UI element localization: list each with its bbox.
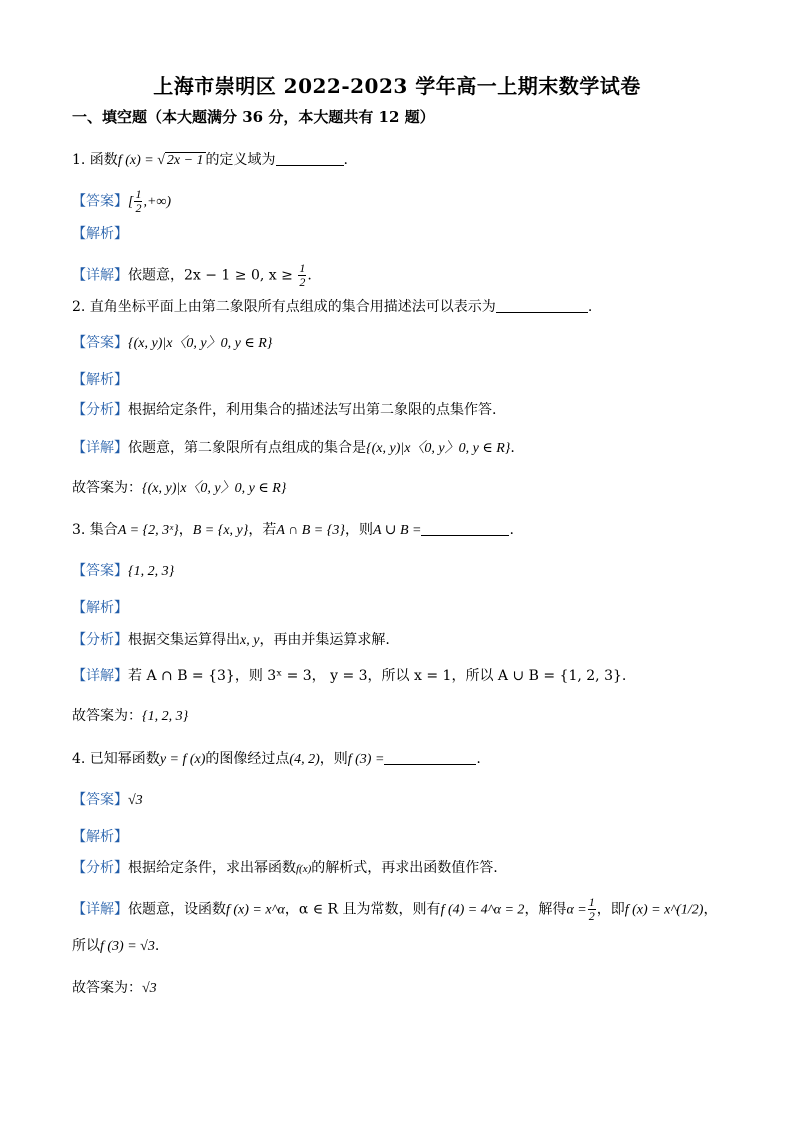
q2-therefore-set: {(x, y)|x〈0, y〉0, y ∈ R} xyxy=(142,481,287,496)
q4-analysis xyxy=(72,827,128,847)
q4-thinking-label: 【分析】 xyxy=(72,860,128,876)
q1-answer-pre: [ xyxy=(128,194,134,210)
q4-therefore-value: √3 xyxy=(142,981,157,996)
q4-detail-result: f (x) = x^(1/2) xyxy=(624,902,704,918)
q4-detail-end: ， xyxy=(703,901,718,918)
q4-therefore-label: 故答案为： xyxy=(72,980,142,996)
q3-detail-label: 【详解】 xyxy=(72,668,128,684)
q1-detail-fraction xyxy=(298,262,306,289)
q1-answer-num: 1 xyxy=(135,187,142,201)
q4-stem-end: . xyxy=(476,751,481,767)
q1-stem xyxy=(72,150,348,171)
q1-answer-den: 2 xyxy=(135,201,142,215)
q3-thinking xyxy=(72,630,390,651)
q3-answer-blank[interactable] xyxy=(421,521,509,536)
q1-answer-blank[interactable] xyxy=(276,151,344,166)
q1-analysis-label: 【解析】 xyxy=(72,226,128,242)
page-title: 上海市崇明区 2022-2023 学年高一上期末数学试卷 xyxy=(153,74,641,98)
q2-detail-label: 【详解】 xyxy=(72,440,128,456)
q2-thinking xyxy=(72,400,496,420)
q1-answer xyxy=(72,188,171,215)
q3-intersection: A ∩ B = {3} xyxy=(276,523,345,538)
q1-analysis xyxy=(72,224,128,244)
q4-detail-label: 【详解】 xyxy=(72,901,128,918)
q2-stem-text: 2. 直角坐标平面上由第二象限所有点组成的集合用描述法可以表示为 xyxy=(72,299,496,315)
q2-thinking-label: 【分析】 xyxy=(72,402,128,418)
q1-radicand: 2x − 1 xyxy=(166,153,204,168)
q4-so-end: . xyxy=(154,938,160,954)
q3-stem: 3. 集合A = {2, 3ˣ}，B = {x, y}，若A ∩ B = {3}，则A ∪ B = . xyxy=(72,522,514,538)
q4-stem xyxy=(72,749,481,770)
q2-detail xyxy=(72,438,515,459)
q4-stem-mid: 的图像经过点 xyxy=(205,751,290,767)
q1-detail-end: . xyxy=(307,267,312,284)
q1-stem-end: . xyxy=(343,152,348,168)
q3-thinking-label: 【分析】 xyxy=(72,632,128,648)
q4-answer-blank[interactable] xyxy=(384,750,476,765)
q4-so-pre: 所以 xyxy=(72,938,100,954)
q1-stem-prefix: 1. 函数 xyxy=(72,152,118,168)
q3-therefore xyxy=(72,706,188,727)
q3-set-b: B = {x, y} xyxy=(192,523,249,538)
q2-detail-end: . xyxy=(510,440,515,456)
q1-detail xyxy=(72,262,312,289)
q4-stem-val: f (3) = xyxy=(347,752,385,767)
q4-stem-point: (4, 2) xyxy=(289,752,320,767)
q2-thinking-text: 根据给定条件，利用集合的描述法写出第二象限的点集作答. xyxy=(128,402,497,418)
q4-so xyxy=(72,936,159,957)
q3-detail-text: 若 A ∩ B = {3}，则 3ˣ = 3， y = 3，所以 x = 1，所以 A ∪ B = {1, 2, 3}. xyxy=(128,668,627,684)
q1-detail-den: 2 xyxy=(299,275,306,289)
q3-thinking-vars: x, y xyxy=(240,633,260,648)
q2-stem-end: . xyxy=(587,299,593,315)
q1-answer-label: 【答案】 xyxy=(72,193,128,210)
q4-stem-prefix: 4. 已知幂函数 xyxy=(72,751,160,767)
q3-therefore-label: 故答案为： xyxy=(72,708,142,724)
q3-stem-then: ，则 xyxy=(344,522,373,538)
q4-analysis-label: 【解析】 xyxy=(72,829,128,845)
q2-therefore xyxy=(72,478,286,499)
q4-thinking xyxy=(72,858,498,879)
section-heading: 一、填空题（本大题满分 36 分，本大题共有 12 题） xyxy=(72,108,435,126)
q3-analysis xyxy=(72,598,128,618)
q4-detail-num: 1 xyxy=(588,895,595,909)
q3-answer-label: 【答案】 xyxy=(72,563,128,579)
q4-so-text: f (3) = √3 xyxy=(100,939,155,954)
q4-stem-then: ，则 xyxy=(319,751,348,767)
q4-detail-fraction xyxy=(588,896,596,923)
q1-sqrt: √ 2x − 1 xyxy=(157,153,204,168)
q4-answer-value: √3 xyxy=(128,793,143,808)
q1-stem-func: f (x) = xyxy=(117,153,158,168)
q2-analysis xyxy=(72,370,128,390)
q1-detail-label: 【详解】 xyxy=(72,267,128,284)
q2-detail-set: {(x, y)|x〈0, y〉0, y ∈ R} xyxy=(366,441,511,456)
q4-detail-alpha: α = xyxy=(566,902,587,918)
q4-detail xyxy=(72,896,717,923)
q4-answer xyxy=(72,790,143,811)
q3-detail xyxy=(72,666,626,686)
q4-thinking-post: 的解析式，再求出函数值作答. xyxy=(311,860,498,876)
q4-detail-solve: ，解得 xyxy=(524,901,567,918)
q3-stem-end: . xyxy=(509,522,514,538)
q4-detail-eq: f (4) = 4^α = 2 xyxy=(440,902,525,918)
q4-detail-func: f (x) = x^α xyxy=(226,902,285,918)
q2-stem xyxy=(72,297,592,317)
q2-answer-blank[interactable] xyxy=(496,298,588,313)
q1-stem-suffix: 的定义域为 xyxy=(205,152,276,168)
q2-detail-text: 依题意，第二象限所有点组成的集合是 xyxy=(128,440,366,456)
q3-union: A ∪ B = xyxy=(372,523,422,538)
q4-therefore xyxy=(72,978,157,999)
q2-answer-label: 【答案】 xyxy=(72,335,128,351)
q4-detail-mid: ，α ∈ R 且为常数，则有 xyxy=(284,901,441,918)
q4-thinking-func: f(x) xyxy=(296,863,312,875)
q1-detail-text: 依题意，2x − 1 ≥ 0, x ≥ xyxy=(128,267,298,284)
q2-answer xyxy=(72,333,272,354)
q3-answer-set: {1, 2, 3} xyxy=(128,564,175,579)
q3-therefore-set: {1, 2, 3} xyxy=(142,709,189,724)
q1-detail-num: 1 xyxy=(299,261,306,275)
q1-answer-fraction xyxy=(134,188,142,215)
q4-detail-pre: 依题意，设函数 xyxy=(128,901,226,918)
q3-thinking-pre: 根据交集运算得出 xyxy=(128,632,240,648)
q4-detail-ie: ，即 xyxy=(596,901,625,918)
q3-stem-mid: ，若 xyxy=(248,522,277,538)
q2-answer-set: {(x, y)|x〈0, y〉0, y ∈ R} xyxy=(128,336,273,351)
q4-stem-func: y = f (x) xyxy=(159,752,206,767)
q3-analysis-label: 【解析】 xyxy=(72,600,128,616)
q2-therefore-label: 故答案为： xyxy=(72,480,142,496)
q4-answer-label: 【答案】 xyxy=(72,792,128,808)
q4-detail-den: 2 xyxy=(588,909,595,923)
q2-analysis-label: 【解析】 xyxy=(72,372,128,388)
q4-thinking-pre: 根据给定条件，求出幂函数 xyxy=(128,860,296,876)
q3-thinking-post: ，再由并集运算求解. xyxy=(259,632,390,648)
q3-set-a: A = {2, 3ˣ} xyxy=(117,523,179,538)
q1-answer-post: ,+∞) xyxy=(143,194,172,210)
q3-stem-prefix: 3. 集合 xyxy=(72,522,118,538)
q3-answer xyxy=(72,561,174,582)
